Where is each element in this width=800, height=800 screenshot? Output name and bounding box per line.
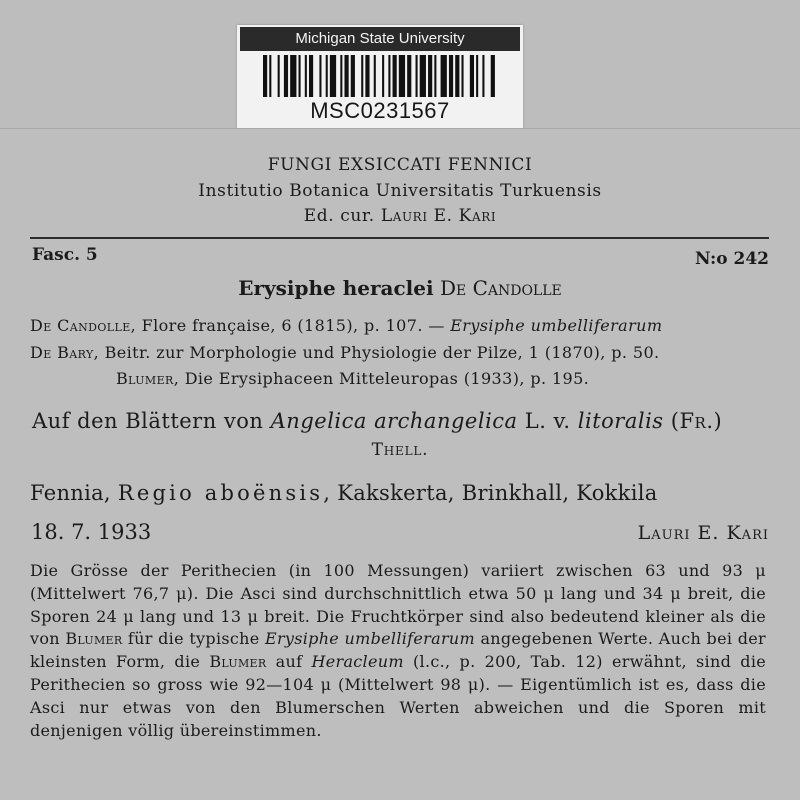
institution-line: Institutio Botanica Universitatis Turkuensis bbox=[198, 181, 602, 201]
fascicle: Fasc. 5 bbox=[32, 245, 98, 265]
host-mid: L. v. bbox=[517, 409, 578, 433]
reference-1-synonym: Erysiphe umbelliferarum bbox=[450, 316, 663, 335]
editor-line bbox=[0, 206, 800, 226]
notes-paragraph bbox=[30, 560, 766, 742]
header-divider bbox=[30, 237, 769, 239]
locality bbox=[30, 481, 658, 505]
host-variety: litoralis bbox=[577, 409, 664, 433]
notes-blumer-1: Blumer bbox=[65, 629, 123, 649]
reference-1 bbox=[30, 316, 770, 335]
host-paren-close: ) bbox=[713, 409, 723, 433]
notes-heracleum: Heracleum bbox=[311, 652, 404, 672]
barcode-icon bbox=[263, 55, 497, 97]
host-variety-author: Fr. bbox=[679, 409, 714, 433]
barcode-institution: Michigan State University bbox=[240, 27, 520, 51]
notes-part-3: angegebenen Werte. Auch bei der kleinsten Form, die bbox=[30, 629, 766, 672]
locality-place: , Kakskerta, Brinkhall, Kokkila bbox=[323, 481, 658, 505]
species-binomial: Erysiphe heraclei bbox=[238, 276, 434, 300]
barcode-label bbox=[237, 25, 523, 129]
locality-country: Fennia, bbox=[30, 481, 118, 505]
host-species: Angelica archangelica bbox=[270, 409, 518, 433]
editor-prefix: Ed. cur. bbox=[303, 206, 375, 226]
reference-3-author: Blumer bbox=[116, 369, 174, 388]
collector: Lauri E. Kari bbox=[637, 522, 769, 544]
species-name bbox=[0, 276, 800, 300]
notes-part-1: Die Grösse der Perithecien (in 100 Messungen) variiert zwischen 63 und 93 μ (Mittelwert 76,7 μ). Die Asci sind durchschnittlich etwa 50 μ lang und 34 μ breit, die Sporen 24 μ lang und 13 μ breit. Die Fruchtkörper sind also bedeutend kleiner als die von bbox=[30, 561, 766, 649]
notes-part-2: für die typische bbox=[122, 629, 265, 649]
notes-species: Erysiphe umbelliferarum bbox=[264, 629, 475, 649]
reference-1-author: De Candolle bbox=[30, 316, 131, 335]
host-paren-open: ( bbox=[663, 409, 680, 433]
editor-name: Lauri E. Kari bbox=[380, 206, 497, 226]
reference-2 bbox=[30, 343, 770, 362]
collection-date: 18. 7. 1933 bbox=[31, 520, 152, 544]
notes-part-4: auf bbox=[266, 652, 312, 672]
host-authority: Thell. bbox=[371, 440, 429, 460]
reference-3 bbox=[116, 369, 800, 388]
reference-2-author: De Bary bbox=[30, 343, 94, 362]
host-prefix: Auf den Blättern von bbox=[32, 409, 271, 433]
species-author: De Candolle bbox=[439, 276, 562, 300]
notes-part-5: (l.c., p. 200, Tab. 12) erwähnt, sind die Perithecien so gross wie 92—104 μ (Mittelwert 98 μ). — Eigentümlich ist es, dass die Asci nur etwas von den Blumerschen Werten abweichen und die Sporen mit denjenigen völlig übereinstimmen. bbox=[30, 652, 767, 740]
host-line bbox=[32, 409, 722, 433]
specimen-number: N:o 242 bbox=[695, 249, 769, 269]
notes-blumer-2: Blumer bbox=[209, 652, 267, 672]
series-title: FUNGI EXSICCATI FENNICI bbox=[267, 155, 533, 175]
locality-region: Regio aboënsis bbox=[117, 481, 324, 505]
reference-1-text: , Flore française, 6 (1815), p. 107. — bbox=[130, 316, 451, 335]
reference-3-text: , Die Erysiphaceen Mitteleuropas (1933), p. 195. bbox=[173, 369, 590, 388]
barcode-number: MSC0231567 bbox=[310, 98, 450, 123]
reference-2-text: , Beitr. zur Morphologie und Physiologie der Pilze, 1 (1870), p. 50. bbox=[93, 343, 660, 362]
